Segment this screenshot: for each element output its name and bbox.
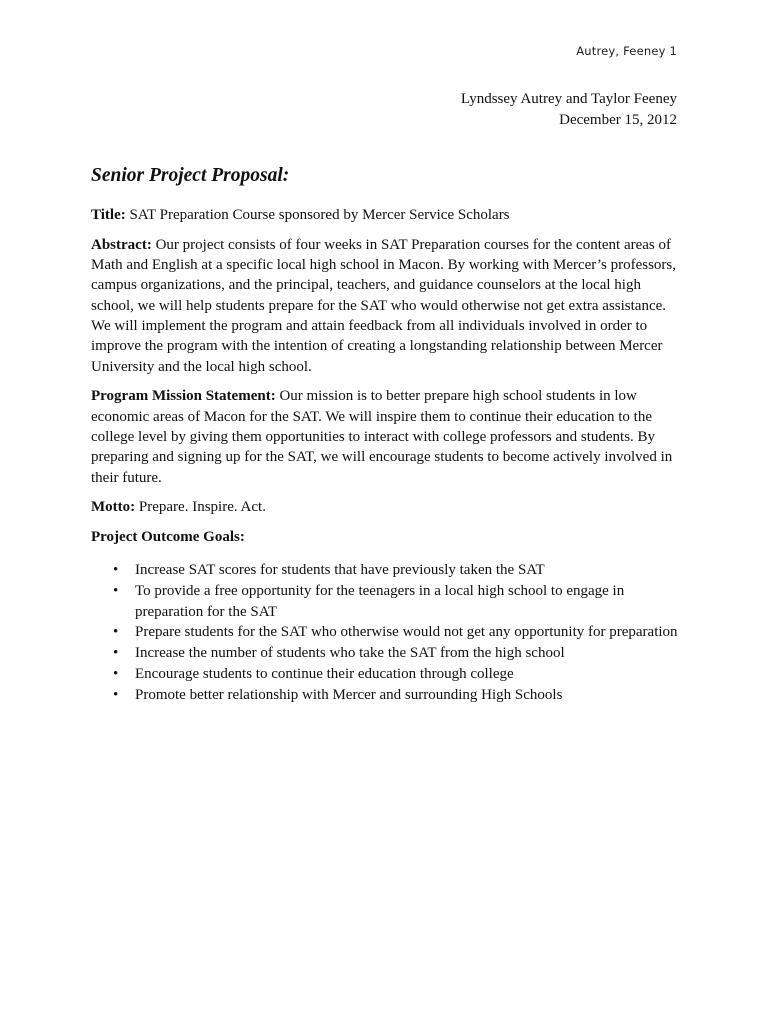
title-text: SAT Preparation Course sponsored by Mercer Service Scholars (125, 207, 510, 223)
document-body (91, 160, 680, 706)
goal-text: To provide a free opportunity for the teenagers in a local high school to engage in preparation for the SAT (135, 583, 625, 620)
mission-paragraph (91, 386, 680, 487)
author-names: Lyndssey Autrey and Taylor Feeney (460, 91, 677, 107)
title-paragraph (91, 205, 680, 225)
bullet-icon: • (113, 686, 119, 703)
running-header: Autrey, Feeney 1 (576, 44, 677, 58)
bullet-icon: • (113, 665, 119, 682)
list-item (91, 622, 680, 642)
list-item (91, 560, 680, 580)
goal-text: Increase the number of students who take the SAT from the high school (135, 645, 565, 662)
goals-list (91, 560, 680, 705)
list-item (91, 643, 680, 663)
list-item (91, 581, 680, 622)
abstract-text: Our project consists of four weeks in SAT Preparation courses for the content areas of Math and English at a specific local high school in Macon. By working with Mercer’s professors, campus organizations, and the principal, teachers, and guidance counselors at the local high school, we will help students prepare for the SAT who would otherwise not get extra assistance. We will implement the program and attain feedback from all individuals involved in order to improve the program with the intention of creating a longstanding relationship between Mercer University and the local high school. (91, 236, 677, 375)
bullet-icon: • (113, 624, 119, 641)
goal-text: Increase SAT scores for students that have previously taken the SAT (135, 562, 545, 579)
motto-paragraph (91, 497, 680, 517)
list-item (91, 685, 680, 705)
motto-label: Motto: (91, 499, 136, 516)
mission-label: Program Mission Statement: (91, 388, 276, 405)
bullet-icon: • (113, 645, 119, 662)
mission-text: Our mission is to better prepare high school students in low economic areas of Macon for the SAT. We will inspire them to continue their education to the college level by giving them opportunities to interact with college professors and students. By preparing and signing up for the SAT, we will encourage students to become actively involved in their future. (91, 388, 673, 486)
goal-text: Prepare students for the SAT who otherwise would not get any opportunity for preparation (135, 624, 678, 641)
proposal-title: Senior Project Proposal: (91, 165, 290, 186)
bullet-icon: • (113, 583, 119, 600)
abstract-label: Abstract: (91, 236, 152, 253)
title-label: Title: (91, 207, 126, 223)
list-item (91, 664, 680, 684)
motto-text: Prepare. Inspire. Act. (135, 499, 266, 516)
document-date: December 15, 2012 (559, 111, 677, 128)
bullet-icon: • (113, 562, 119, 579)
abstract-paragraph (91, 235, 680, 377)
goal-text: Encourage students to continue their education through college (135, 665, 514, 682)
goals-heading: Project Outcome Goals: (91, 529, 245, 546)
author-heading (461, 89, 677, 130)
goal-text: Promote better relationship with Mercer and surrounding High Schools (135, 686, 563, 703)
